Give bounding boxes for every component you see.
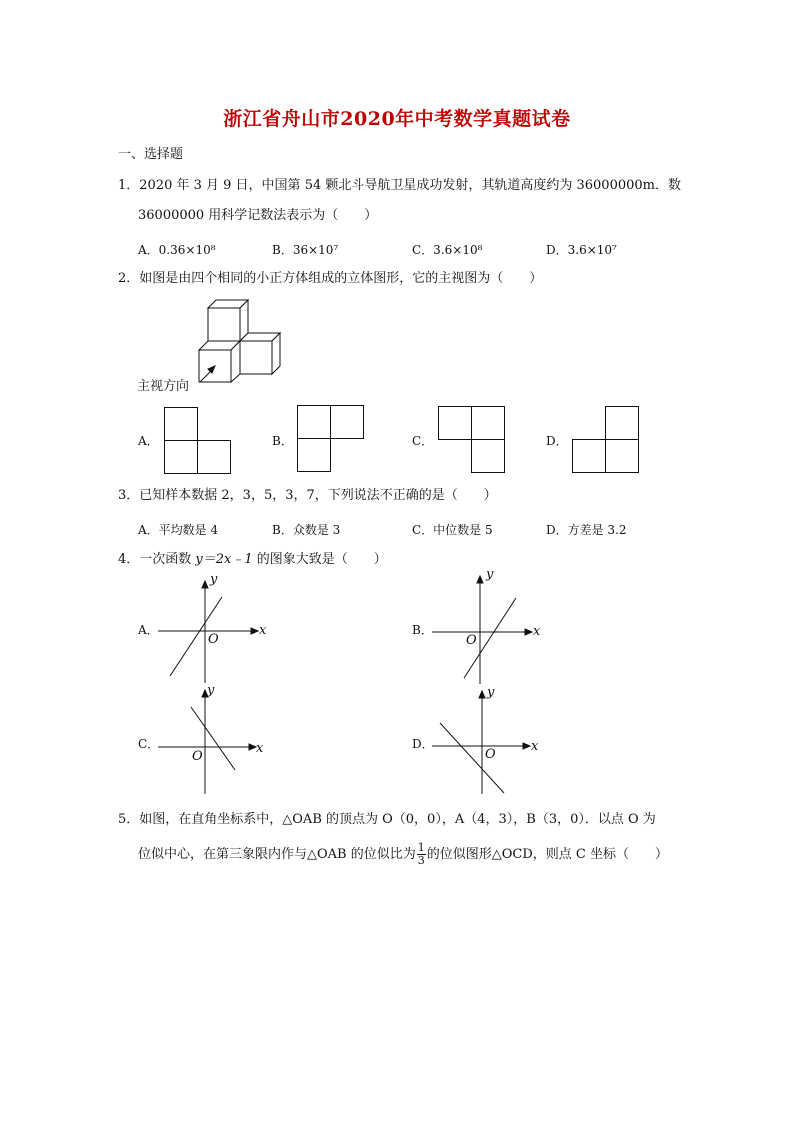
- q1-option-c[interactable]: C．3.6×10⁸: [412, 243, 483, 257]
- q2-option-c[interactable]: C．: [412, 434, 434, 448]
- q4-a-x-label: x: [259, 623, 267, 638]
- q4-c-y-label: y: [207, 683, 215, 698]
- q5-fraction: [417, 842, 426, 867]
- q1-option-b[interactable]: B．36×10⁷: [272, 243, 339, 257]
- q4-b-y-label: y: [486, 567, 494, 582]
- q2-option-b[interactable]: B．: [272, 434, 293, 448]
- q3-text: 3．已知样本数据 2，3，5，3，7，下列说法不正确的是（ ）: [118, 488, 497, 503]
- q4-d-origin-label: O: [485, 747, 496, 762]
- q4-formula: y＝2x﹣1: [195, 552, 253, 567]
- q5-text-line2: [138, 840, 668, 870]
- q5-fraction-denominator: 3: [417, 854, 425, 867]
- q4-option-d[interactable]: D．: [412, 737, 434, 751]
- q1-option-a[interactable]: A．0.36×10⁸: [138, 243, 216, 257]
- q5-text-line1: 5．如图，在直角坐标系中，△OAB 的顶点为 O（0，0），A（4，3），B（3，0）．以点 O 为: [118, 812, 656, 827]
- q4-d-y-label: y: [487, 685, 495, 700]
- q3-option-c[interactable]: C．中位数是 5: [412, 523, 493, 537]
- q1-option-d[interactable]: D．3.6×10⁷: [546, 243, 617, 257]
- q2-text: 2．如图是由四个相同的小正方体组成的立体图形，它的主视图为（ ）: [118, 271, 543, 286]
- q4-text-prefix: 4．一次函数: [118, 552, 196, 567]
- q4-d-x-label: x: [531, 739, 539, 754]
- q2-view-direction-label: 主视方向: [137, 379, 190, 394]
- q4-b-x-label: x: [533, 624, 541, 639]
- q4-text-suffix: 的图象大致是（ ）: [252, 552, 387, 567]
- q2-option-a[interactable]: A．: [138, 434, 159, 448]
- q4-option-a[interactable]: A．: [138, 623, 159, 637]
- q1-text-line2: 36000000 用科学记数法表示为（ ）: [138, 208, 378, 223]
- q5-text-line2-a: 位似中心，在第三象限内作与△OAB 的位似比为: [138, 847, 416, 862]
- page-title: 浙江省舟山市2020年中考数学真题试卷: [223, 108, 571, 130]
- q5-text-line2-b: 的位似图形△OCD，则点 C 坐标（ ）: [426, 847, 668, 862]
- q4-option-b[interactable]: B．: [412, 623, 433, 637]
- q4-c-x-label: x: [256, 741, 264, 756]
- q3-option-d[interactable]: D．方差是 3.2: [546, 523, 627, 537]
- q1-text-line1: 1．2020 年 3 月 9 日，中国第 54 颗北斗导航卫星成功发射，其轨道高度约为 36000000m．数: [118, 178, 681, 193]
- q4-option-c[interactable]: C．: [138, 737, 160, 751]
- q4-b-origin-label: O: [466, 633, 477, 648]
- q4-a-y-label: y: [210, 572, 218, 587]
- q5-fraction-numerator: 1: [417, 841, 425, 854]
- q3-option-b[interactable]: B．众数是 3: [272, 523, 341, 537]
- q3-option-a[interactable]: A．平均数是 4: [138, 523, 219, 537]
- q4-a-origin-label: O: [208, 632, 219, 647]
- q2-option-d[interactable]: D．: [546, 434, 568, 448]
- q4-c-origin-label: O: [192, 749, 203, 764]
- section-heading: 一、选择题: [118, 147, 184, 162]
